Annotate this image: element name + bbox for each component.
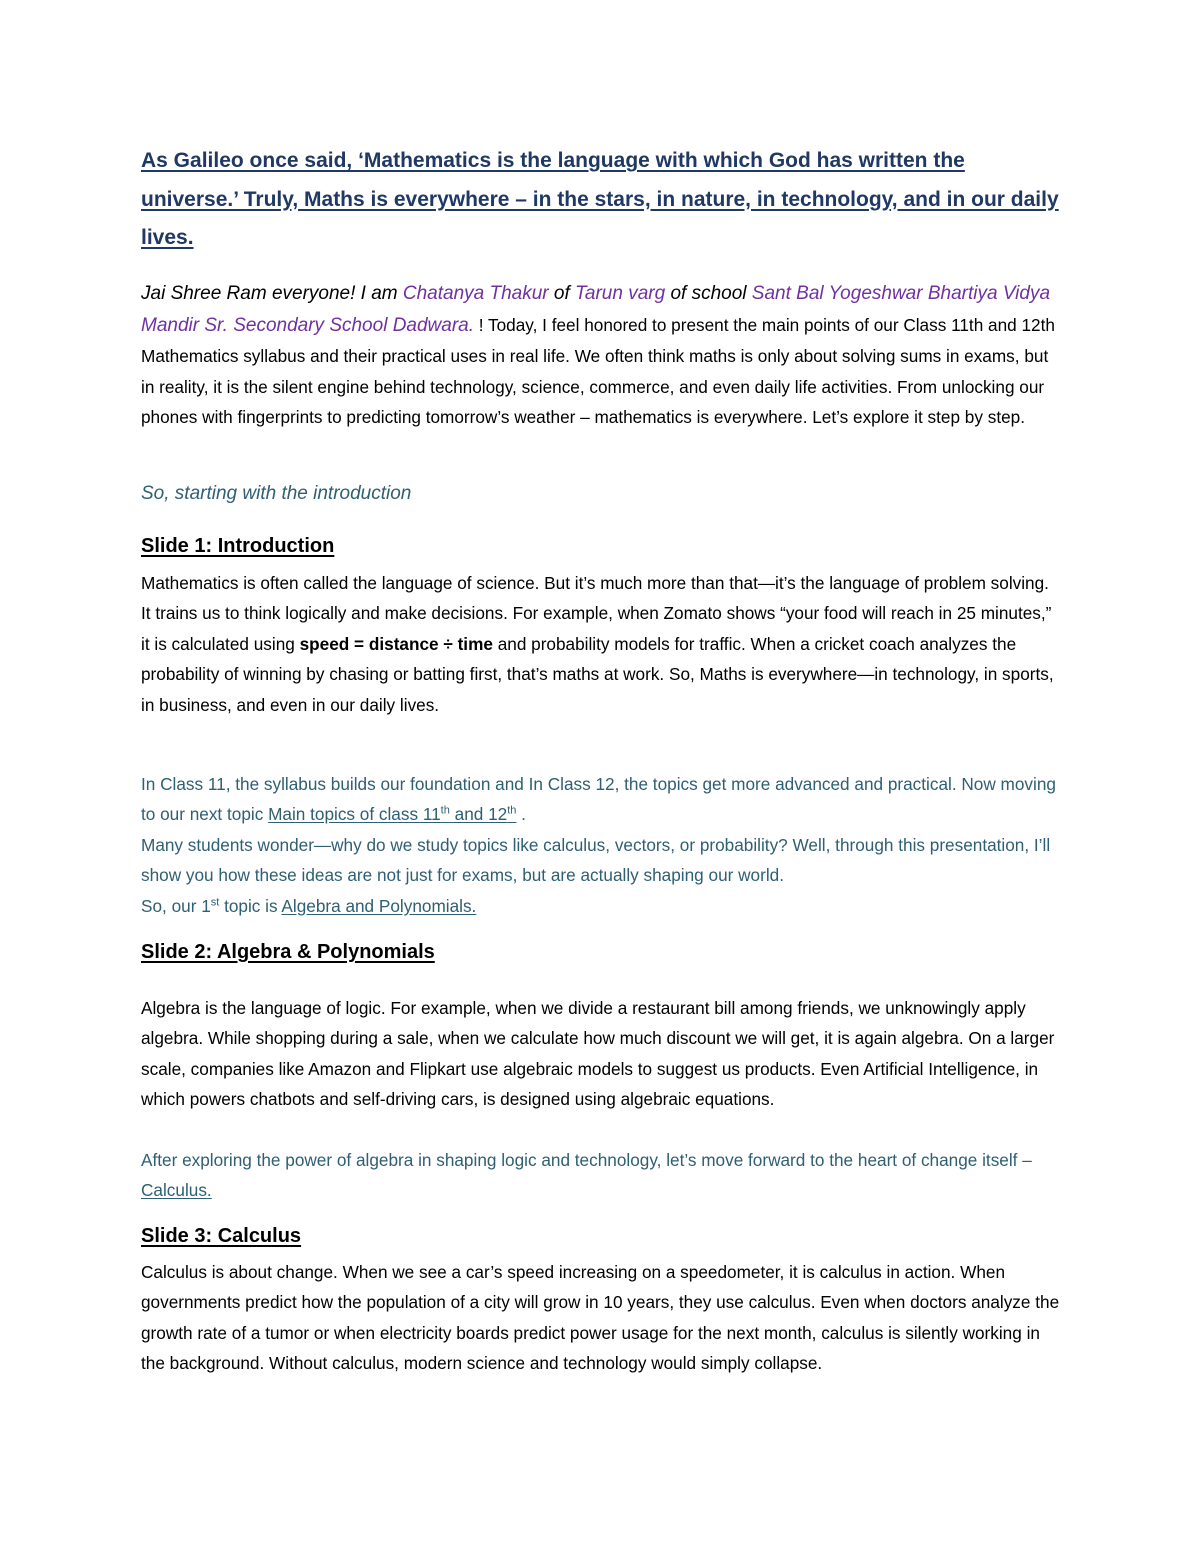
intro-of-2: of school (665, 283, 752, 304)
students-wonder-text: Many students wonder—why do we study topics like calculus, vectors, or probability? Well, through this presentation, I’ll show you how these ideas are not just for exams, but are actually shaping our world. (141, 834, 1051, 886)
slide-3-heading: Slide 3: Calculus (141, 1225, 302, 1247)
calculus-transition-text: After exploring the power of algebra in shaping logic and technology, let’s move forward to the heart of change itself – (141, 1150, 1032, 1170)
slide-1-text-a: Mathematics is often called the language of science. But it’s much more than that—it’s the language of problem solving. It trains us to think logically and make decisions. For example, when Zomato shows “your food will reach in 25 minutes,” it is calculated using (141, 573, 1052, 654)
calculus-link[interactable]: Calculus. (141, 1180, 212, 1201)
transition-text-a: In Class 11, the syllabus builds our foundation and In Class 12, the topics get more advanced and practical. Now moving to our next topic (141, 774, 1056, 825)
transition-line: So, starting with the introduction (141, 483, 412, 504)
transition-text-b: . (516, 804, 526, 825)
sup-st: st (210, 895, 220, 908)
sup-th-1: th (440, 804, 450, 817)
intro-of-1: of (548, 283, 576, 304)
speed-formula: speed = distance ÷ time (299, 633, 493, 654)
slide-2-paragraph: Algebra is the language of logic. For example, when we divide a restaurant bill among friends, we unknowingly apply algebra. While shopping during a sale, when we calculate how much discount we will get, it is again algebra. On a larger scale, companies like Amazon and Flipkart use algebraic models to suggest us products. Even Artificial Intelligence, in which powers chatbots and self-driving cars, is designed using algebraic equations. (141, 998, 1055, 1110)
intro-body: ! Today, I feel honored to present the main points of our Class 11th and 12th Mathematics syllabus and their practical uses in real life. We often think maths is only about solving sums in exams, but in reality, it is the silent engine behind technology, science, commerce, and even daily life activities. From unlocking our phones with fingerprints to predicting tomorrow’s weather – mathematics is everywhere. Let’s explore it step by step. (141, 314, 1055, 428)
main-topics-link[interactable] (268, 804, 516, 824)
intro-paragraph (141, 278, 1061, 433)
slide-2-transition (141, 1145, 1061, 1206)
first-topic-text-a: So, our 1 (141, 895, 211, 916)
school-name: Sant Bal Yogeshwar Bhartiya Vidya Mandir Sr. Secondary School Dadwara. (141, 283, 1051, 336)
algebra-link[interactable]: Algebra and Polynomials. (281, 895, 477, 916)
varg-name: Tarun varg (575, 283, 666, 304)
slide-2-heading: Slide 2: Algebra & Polynomials (141, 941, 435, 963)
intro-greeting: Jai Shree Ram everyone! I am (141, 283, 403, 304)
slide-1-transition (141, 769, 1061, 921)
slide-1-paragraph (141, 568, 1061, 720)
slide-1-text-b: and probability models for traffic. When a cricket coach analyzes the probability of winning by chasing or batting first, that’s maths at work. So, Maths is everywhere—in technology, in sports, in business, and even in our daily lives. (141, 633, 1054, 715)
sup-th-2: th (507, 804, 517, 817)
main-topics-link-text-a: Main topics of class 11 (268, 804, 441, 825)
main-topics-link-text-b: and 12 (449, 804, 508, 825)
slide-1-heading: Slide 1: Introduction (141, 535, 335, 557)
opening-quote: As Galileo once said, ‘Mathematics is the language with which God has written the universe.’ Truly, Maths is everywhere – in the stars, in nature, in technology, and in our daily lives. (141, 149, 1059, 249)
slide-3-paragraph: Calculus is about change. When we see a car’s speed increasing on a speedometer, it is calculus in action. When governments predict how the population of a city will grow in 10 years, they use calculus. Even when doctors analyze the growth rate of a tumor or when electricity boards predict power usage for the next month, calculus is silently working in the background. Without calculus, modern science and technology would simply collapse. (141, 1262, 1060, 1374)
speaker-name: Chatanya Thakur (402, 283, 549, 304)
first-topic-text-b: topic is (219, 895, 282, 916)
